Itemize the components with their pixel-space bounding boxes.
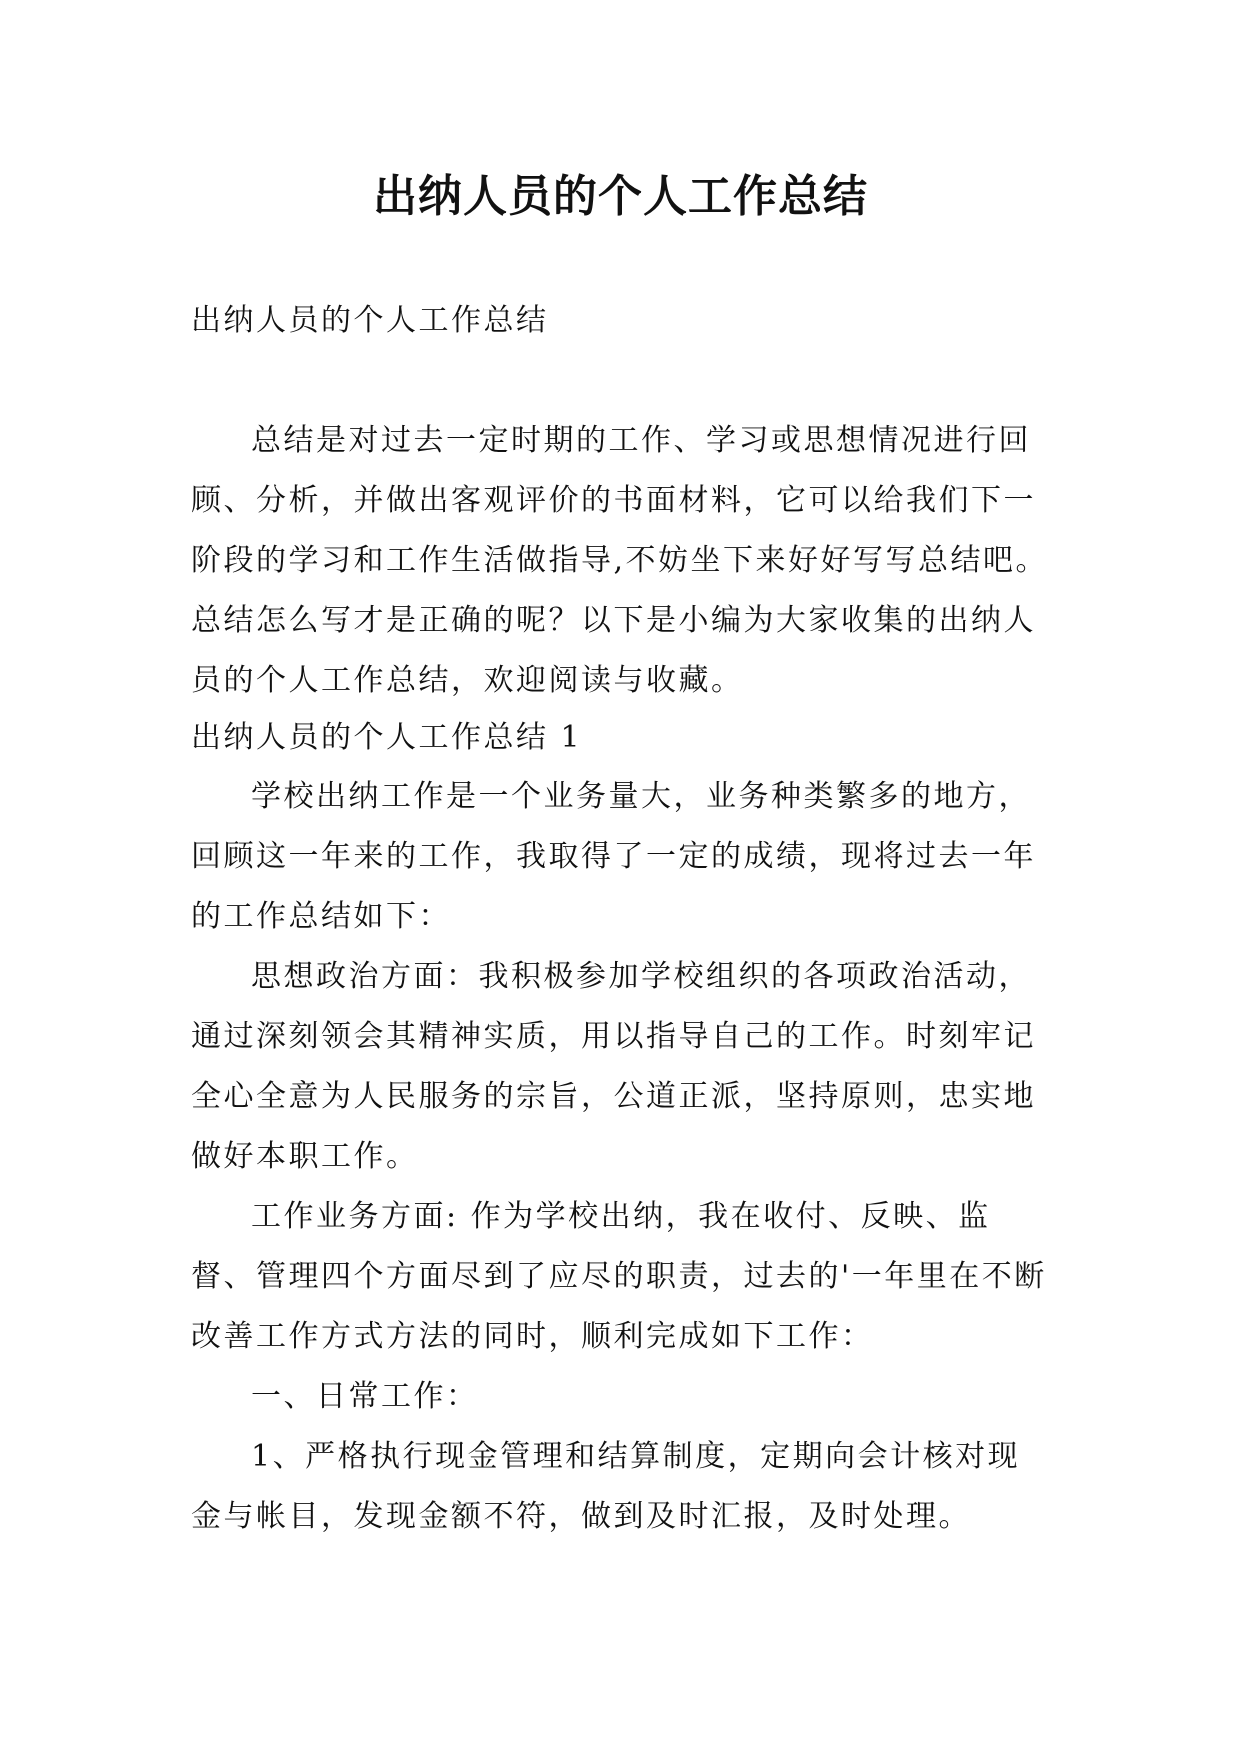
paragraph-daily-work-heading: 一、日常工作： — [251, 1379, 479, 1414]
intro-paragraph: 总结是对过去一定时期的工作、学习或思想情况进行回顾、分析，并做出客观评价的书面材料，它可以给我们下一阶段的学习和工作生活做指导,不妨坐下来好好写写总结吧。总结怎么写才是正确的呢？以下是小编为大家收集的出纳人员的个人工作总结，欢迎阅读与收藏。 — [191, 423, 1049, 698]
paragraph-political: 思想政治方面：我积极参加学校组织的各项政治活动，通过深刻领会其精神实质，用以指导自己的工作。时刻牢记全心全意为人民服务的宗旨，公道正派，坚持原则，忠实地做好本职工作。 — [191, 959, 1036, 1174]
section-body — [191, 767, 1051, 1547]
paragraph-overview: 学校出纳工作是一个业务量大，业务种类繁多的地方，回顾这一年来的工作，我取得了一定的成绩，现将过去一年的工作总结如下： — [191, 779, 1036, 934]
section-heading: 出纳人员的个人工作总结 1 — [191, 720, 583, 755]
paragraph-item-1: 1、严格执行现金管理和结算制度，定期向会计核对现金与帐目，发现金额不符，做到及时汇报，及时处理。 — [191, 1439, 1021, 1534]
document-title: 出纳人员的个人工作总结 — [373, 171, 868, 222]
document-subtitle: 出纳人员的个人工作总结 — [191, 303, 549, 338]
paragraph-business: 工作业务方面: 作为学校出纳，我在收付、反映、监督、管理四个方面尽到了应尽的职责，过去的'一年里在不断改善工作方式方法的同时，顺利完成如下工作： — [191, 1199, 1047, 1354]
